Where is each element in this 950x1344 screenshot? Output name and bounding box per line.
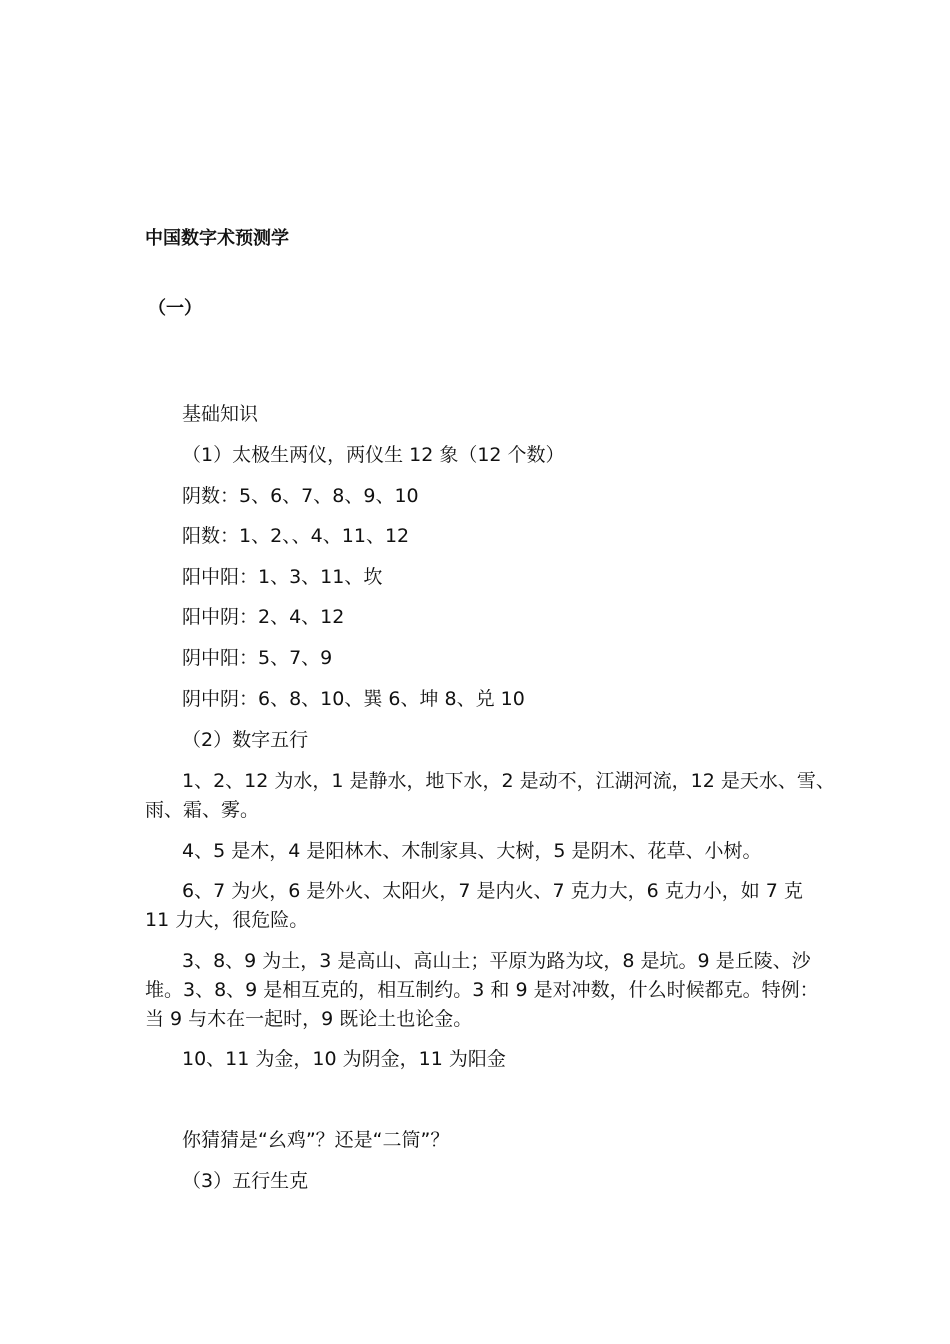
yin-in-yang: 阳中阴：2、4、12	[182, 606, 345, 628]
item-3-heading: （3）五行生克	[182, 1170, 309, 1192]
metal-paragraph: 10、11 为金，10 为阴金，11 为阳金	[182, 1048, 506, 1070]
guess-question: 你猜猜是“幺鸡”？还是“二筒”？	[182, 1129, 450, 1151]
yang-in-yang: 阳中阳：1、3、11、坎	[182, 566, 383, 588]
section-number: （一）	[148, 298, 202, 319]
yang-in-yin: 阴中阳：5、7、9	[182, 647, 333, 669]
earth-paragraph-line-3: 当 9 与木在一起时，9 既论土也论金。	[145, 1008, 473, 1030]
fire-paragraph-line-1: 6、7 为火，6 是外火、太阳火，7 是内火、7 克力大，6 克力小，如 7 克	[182, 880, 803, 902]
earth-paragraph-line-1: 3、8、9 为土，3 是高山、高山土；平原为路为坟，8 是坑。9 是丘陵、沙	[182, 950, 811, 972]
yin-numbers: 阴数：5、6、7、8、9、10	[182, 485, 419, 507]
document-title: 中国数字术预测学	[145, 228, 289, 249]
item-2-heading: （2）数字五行	[182, 729, 309, 751]
heading-basics: 基础知识	[182, 403, 259, 425]
yin-in-yin: 阴中阴：6、8、10、巽 6、坤 8、兑 10	[182, 688, 525, 710]
wood-paragraph: 4、5 是木，4 是阳林木、木制家具、大树，5 是阴木、花草、小树。	[182, 840, 762, 862]
water-paragraph-line-1: 1、2、12 为水，1 是静水，地下水，2 是动不，江湖河流，12 是天水、雪、	[182, 770, 835, 792]
item-1-heading: （1）太极生两仪，两仪生 12 象（12 个数）	[182, 444, 565, 466]
yang-numbers: 阳数：1、2、、4、11、12	[182, 525, 410, 547]
fire-paragraph-line-2: 11 力大，很危险。	[145, 909, 309, 931]
earth-paragraph-line-2: 堆。3、8、9 是相互克的，相互制约。3 和 9 是对冲数，什么时候都克。特例：	[145, 979, 819, 1001]
water-paragraph-line-2: 雨、霜、雾。	[145, 799, 260, 821]
